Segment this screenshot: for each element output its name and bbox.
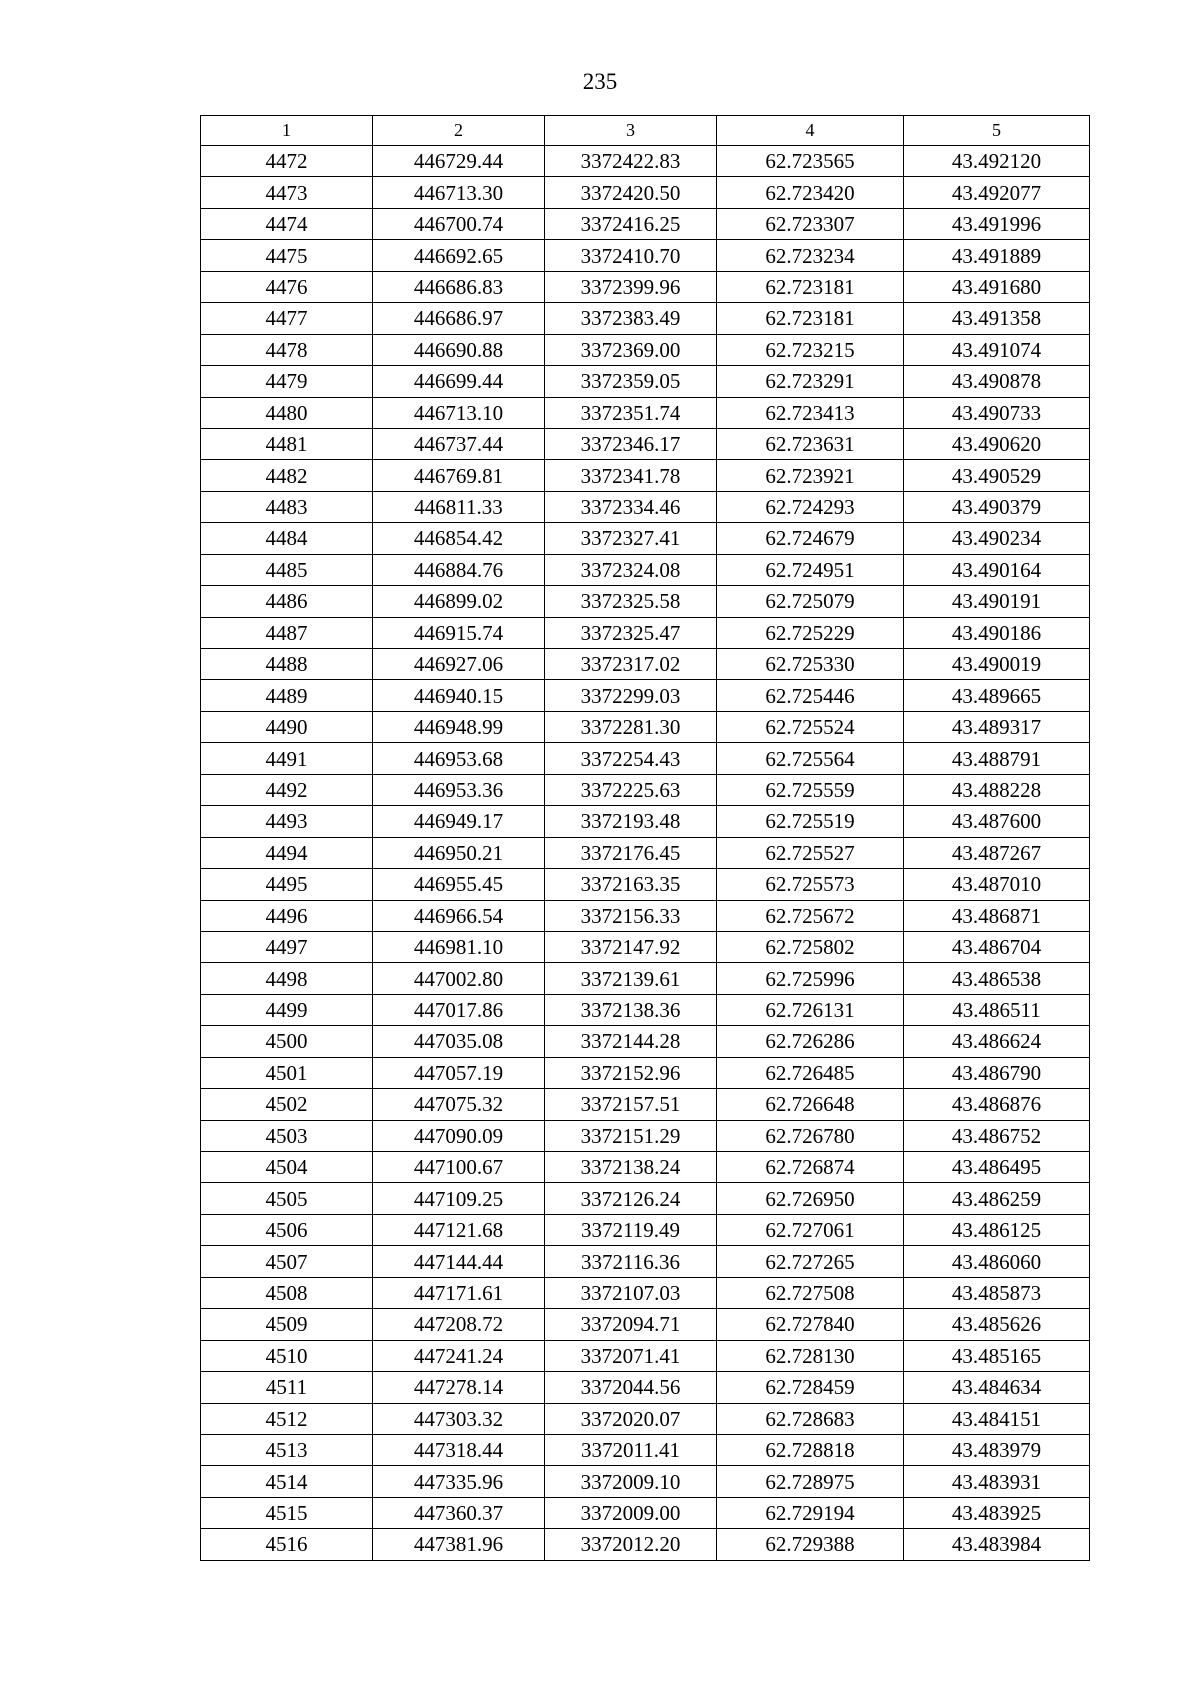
y-coordinate-cell: 3372020.07 [545, 1403, 717, 1434]
table-row [201, 711, 1090, 742]
x-coordinate-cell: 446769.81 [373, 460, 545, 491]
column-header: 1 [201, 116, 373, 146]
x-coordinate-cell: 446981.10 [373, 931, 545, 962]
table-row [201, 837, 1090, 868]
x-coordinate-cell: 447303.32 [373, 1403, 545, 1434]
longitude-cell: 62.725573 [717, 869, 904, 900]
longitude-cell: 62.723181 [717, 271, 904, 302]
point-number-cell: 4483 [201, 491, 373, 522]
y-coordinate-cell: 3372147.92 [545, 931, 717, 962]
latitude-cell: 43.490379 [904, 491, 1090, 522]
latitude-cell: 43.486871 [904, 900, 1090, 931]
x-coordinate-cell: 447335.96 [373, 1466, 545, 1497]
y-coordinate-cell: 3372281.30 [545, 711, 717, 742]
table-row [201, 208, 1090, 239]
point-number-cell: 4474 [201, 208, 373, 239]
x-coordinate-cell: 447090.09 [373, 1120, 545, 1151]
y-coordinate-cell: 3372152.96 [545, 1057, 717, 1088]
column-header: 5 [904, 116, 1090, 146]
latitude-cell: 43.487267 [904, 837, 1090, 868]
point-number-cell: 4473 [201, 177, 373, 208]
point-number-cell: 4514 [201, 1466, 373, 1497]
longitude-cell: 62.726950 [717, 1183, 904, 1214]
point-number-cell: 4490 [201, 711, 373, 742]
longitude-cell: 62.723565 [717, 146, 904, 177]
latitude-cell: 43.487600 [904, 806, 1090, 837]
longitude-cell: 62.725079 [717, 586, 904, 617]
longitude-cell: 62.726485 [717, 1057, 904, 1088]
point-number-cell: 4479 [201, 366, 373, 397]
column-header: 4 [717, 116, 904, 146]
latitude-cell: 43.490191 [904, 586, 1090, 617]
longitude-cell: 62.725524 [717, 711, 904, 742]
point-number-cell: 4507 [201, 1246, 373, 1277]
point-number-cell: 4505 [201, 1183, 373, 1214]
y-coordinate-cell: 3372254.43 [545, 743, 717, 774]
latitude-cell: 43.486259 [904, 1183, 1090, 1214]
longitude-cell: 62.726648 [717, 1089, 904, 1120]
y-coordinate-cell: 3372317.02 [545, 649, 717, 680]
x-coordinate-cell: 447002.80 [373, 963, 545, 994]
latitude-cell: 43.486495 [904, 1152, 1090, 1183]
x-coordinate-cell: 446953.36 [373, 774, 545, 805]
point-number-cell: 4482 [201, 460, 373, 491]
y-coordinate-cell: 3372327.41 [545, 523, 717, 554]
point-number-cell: 4513 [201, 1434, 373, 1465]
x-coordinate-cell: 446854.42 [373, 523, 545, 554]
y-coordinate-cell: 3372325.58 [545, 586, 717, 617]
x-coordinate-cell: 446713.30 [373, 177, 545, 208]
y-coordinate-cell: 3372009.10 [545, 1466, 717, 1497]
latitude-cell: 43.490164 [904, 554, 1090, 585]
y-coordinate-cell: 3372359.05 [545, 366, 717, 397]
y-coordinate-cell: 3372011.41 [545, 1434, 717, 1465]
table-row [201, 649, 1090, 680]
latitude-cell: 43.483925 [904, 1497, 1090, 1528]
point-number-cell: 4515 [201, 1497, 373, 1528]
latitude-cell: 43.486704 [904, 931, 1090, 962]
latitude-cell: 43.486790 [904, 1057, 1090, 1088]
table-row [201, 1246, 1090, 1277]
latitude-cell: 43.490620 [904, 428, 1090, 459]
y-coordinate-cell: 3372071.41 [545, 1340, 717, 1371]
table-row [201, 1057, 1090, 1088]
longitude-cell: 62.728683 [717, 1403, 904, 1434]
y-coordinate-cell: 3372044.56 [545, 1372, 717, 1403]
longitude-cell: 62.723631 [717, 428, 904, 459]
longitude-cell: 62.728975 [717, 1466, 904, 1497]
latitude-cell: 43.485873 [904, 1277, 1090, 1308]
table-row [201, 869, 1090, 900]
latitude-cell: 43.490529 [904, 460, 1090, 491]
x-coordinate-cell: 446948.99 [373, 711, 545, 742]
latitude-cell: 43.483979 [904, 1434, 1090, 1465]
point-number-cell: 4487 [201, 617, 373, 648]
table-row [201, 617, 1090, 648]
x-coordinate-cell: 447171.61 [373, 1277, 545, 1308]
longitude-cell: 62.723921 [717, 460, 904, 491]
longitude-cell: 62.723181 [717, 303, 904, 334]
table-row [201, 460, 1090, 491]
point-number-cell: 4494 [201, 837, 373, 868]
longitude-cell: 62.725519 [717, 806, 904, 837]
y-coordinate-cell: 3372163.35 [545, 869, 717, 900]
x-coordinate-cell: 446713.10 [373, 397, 545, 428]
longitude-cell: 62.725672 [717, 900, 904, 931]
longitude-cell: 62.723420 [717, 177, 904, 208]
latitude-cell: 43.486060 [904, 1246, 1090, 1277]
x-coordinate-cell: 446686.83 [373, 271, 545, 302]
point-number-cell: 4484 [201, 523, 373, 554]
longitude-cell: 62.725229 [717, 617, 904, 648]
y-coordinate-cell: 3372012.20 [545, 1529, 717, 1560]
latitude-cell: 43.490234 [904, 523, 1090, 554]
table-row [201, 994, 1090, 1025]
longitude-cell: 62.723413 [717, 397, 904, 428]
x-coordinate-cell: 446699.44 [373, 366, 545, 397]
y-coordinate-cell: 3372341.78 [545, 460, 717, 491]
point-number-cell: 4499 [201, 994, 373, 1025]
point-number-cell: 4501 [201, 1057, 373, 1088]
table-row [201, 428, 1090, 459]
latitude-cell: 43.491996 [904, 208, 1090, 239]
longitude-cell: 62.724679 [717, 523, 904, 554]
x-coordinate-cell: 447144.44 [373, 1246, 545, 1277]
x-coordinate-cell: 446915.74 [373, 617, 545, 648]
latitude-cell: 43.483931 [904, 1466, 1090, 1497]
longitude-cell: 62.726780 [717, 1120, 904, 1151]
y-coordinate-cell: 3372420.50 [545, 177, 717, 208]
latitude-cell: 43.491889 [904, 240, 1090, 271]
longitude-cell: 62.725446 [717, 680, 904, 711]
latitude-cell: 43.485626 [904, 1309, 1090, 1340]
x-coordinate-cell: 446811.33 [373, 491, 545, 522]
point-number-cell: 4509 [201, 1309, 373, 1340]
y-coordinate-cell: 3372116.36 [545, 1246, 717, 1277]
table-row [201, 146, 1090, 177]
table-row [201, 523, 1090, 554]
x-coordinate-cell: 446899.02 [373, 586, 545, 617]
table-row [201, 931, 1090, 962]
table-row [201, 303, 1090, 334]
y-coordinate-cell: 3372225.63 [545, 774, 717, 805]
x-coordinate-cell: 446966.54 [373, 900, 545, 931]
longitude-cell: 62.727265 [717, 1246, 904, 1277]
y-coordinate-cell: 3372151.29 [545, 1120, 717, 1151]
latitude-cell: 43.486511 [904, 994, 1090, 1025]
x-coordinate-cell: 447208.72 [373, 1309, 545, 1340]
table-row [201, 1372, 1090, 1403]
y-coordinate-cell: 3372324.08 [545, 554, 717, 585]
table-row [201, 1403, 1090, 1434]
point-number-cell: 4489 [201, 680, 373, 711]
point-number-cell: 4510 [201, 1340, 373, 1371]
x-coordinate-cell: 446949.17 [373, 806, 545, 837]
y-coordinate-cell: 3372138.24 [545, 1152, 717, 1183]
y-coordinate-cell: 3372094.71 [545, 1309, 717, 1340]
longitude-cell: 62.724293 [717, 491, 904, 522]
point-number-cell: 4511 [201, 1372, 373, 1403]
point-number-cell: 4504 [201, 1152, 373, 1183]
latitude-cell: 43.488791 [904, 743, 1090, 774]
table-row [201, 1340, 1090, 1371]
latitude-cell: 43.492077 [904, 177, 1090, 208]
x-coordinate-cell: 446940.15 [373, 680, 545, 711]
table-row [201, 1089, 1090, 1120]
longitude-cell: 62.725802 [717, 931, 904, 962]
x-coordinate-cell: 446955.45 [373, 869, 545, 900]
latitude-cell: 43.484151 [904, 1403, 1090, 1434]
x-coordinate-cell: 447360.37 [373, 1497, 545, 1528]
point-number-cell: 4486 [201, 586, 373, 617]
longitude-cell: 62.724951 [717, 554, 904, 585]
x-coordinate-cell: 447075.32 [373, 1089, 545, 1120]
latitude-cell: 43.484634 [904, 1372, 1090, 1403]
table-row [201, 1152, 1090, 1183]
table-row [201, 334, 1090, 365]
longitude-cell: 62.729194 [717, 1497, 904, 1528]
table-row [201, 774, 1090, 805]
table-row [201, 680, 1090, 711]
point-number-cell: 4503 [201, 1120, 373, 1151]
table-row [201, 1214, 1090, 1245]
latitude-cell: 43.486125 [904, 1214, 1090, 1245]
y-coordinate-cell: 3372299.03 [545, 680, 717, 711]
point-number-cell: 4516 [201, 1529, 373, 1560]
point-number-cell: 4493 [201, 806, 373, 837]
page-number: 235 [582, 69, 618, 94]
longitude-cell: 62.725330 [717, 649, 904, 680]
x-coordinate-cell: 447100.67 [373, 1152, 545, 1183]
x-coordinate-cell: 447121.68 [373, 1214, 545, 1245]
x-coordinate-cell: 446692.65 [373, 240, 545, 271]
y-coordinate-cell: 3372410.70 [545, 240, 717, 271]
latitude-cell: 43.488228 [904, 774, 1090, 805]
y-coordinate-cell: 3372176.45 [545, 837, 717, 868]
point-number-cell: 4481 [201, 428, 373, 459]
longitude-cell: 62.728818 [717, 1434, 904, 1465]
longitude-cell: 62.726131 [717, 994, 904, 1025]
longitude-cell: 62.725527 [717, 837, 904, 868]
latitude-cell: 43.490019 [904, 649, 1090, 680]
coordinates-table [200, 115, 1090, 1561]
table-row [201, 397, 1090, 428]
point-number-cell: 4495 [201, 869, 373, 900]
y-coordinate-cell: 3372416.25 [545, 208, 717, 239]
longitude-cell: 62.725559 [717, 774, 904, 805]
column-header: 2 [373, 116, 545, 146]
y-coordinate-cell: 3372009.00 [545, 1497, 717, 1528]
table-row [201, 586, 1090, 617]
header-row [201, 116, 1090, 146]
y-coordinate-cell: 3372334.46 [545, 491, 717, 522]
point-number-cell: 4502 [201, 1089, 373, 1120]
table-row [201, 1277, 1090, 1308]
y-coordinate-cell: 3372325.47 [545, 617, 717, 648]
point-number-cell: 4496 [201, 900, 373, 931]
table-row [201, 806, 1090, 837]
latitude-cell: 43.491358 [904, 303, 1090, 334]
table-row [201, 1183, 1090, 1214]
longitude-cell: 62.723291 [717, 366, 904, 397]
latitude-cell: 43.485165 [904, 1340, 1090, 1371]
y-coordinate-cell: 3372157.51 [545, 1089, 717, 1120]
table-row [201, 1434, 1090, 1465]
longitude-cell: 62.727508 [717, 1277, 904, 1308]
latitude-cell: 43.490186 [904, 617, 1090, 648]
point-number-cell: 4476 [201, 271, 373, 302]
latitude-cell: 43.486752 [904, 1120, 1090, 1151]
y-coordinate-cell: 3372193.48 [545, 806, 717, 837]
x-coordinate-cell: 447109.25 [373, 1183, 545, 1214]
x-coordinate-cell: 446884.76 [373, 554, 545, 585]
longitude-cell: 62.727061 [717, 1214, 904, 1245]
x-coordinate-cell: 446737.44 [373, 428, 545, 459]
table-row [201, 1309, 1090, 1340]
x-coordinate-cell: 446950.21 [373, 837, 545, 868]
x-coordinate-cell: 447381.96 [373, 1529, 545, 1560]
latitude-cell: 43.483984 [904, 1529, 1090, 1560]
table-row [201, 554, 1090, 585]
point-number-cell: 4485 [201, 554, 373, 585]
longitude-cell: 62.728459 [717, 1372, 904, 1403]
longitude-cell: 62.729388 [717, 1529, 904, 1560]
x-coordinate-cell: 447241.24 [373, 1340, 545, 1371]
y-coordinate-cell: 3372422.83 [545, 146, 717, 177]
point-number-cell: 4472 [201, 146, 373, 177]
y-coordinate-cell: 3372126.24 [545, 1183, 717, 1214]
longitude-cell: 62.728130 [717, 1340, 904, 1371]
longitude-cell: 62.725996 [717, 963, 904, 994]
x-coordinate-cell: 446927.06 [373, 649, 545, 680]
x-coordinate-cell: 447318.44 [373, 1434, 545, 1465]
table-row [201, 1497, 1090, 1528]
y-coordinate-cell: 3372138.36 [545, 994, 717, 1025]
y-coordinate-cell: 3372107.03 [545, 1277, 717, 1308]
y-coordinate-cell: 3372119.49 [545, 1214, 717, 1245]
longitude-cell: 62.726286 [717, 1026, 904, 1057]
table-row [201, 1466, 1090, 1497]
latitude-cell: 43.486876 [904, 1089, 1090, 1120]
latitude-cell: 43.491680 [904, 271, 1090, 302]
latitude-cell: 43.492120 [904, 146, 1090, 177]
table-row [201, 743, 1090, 774]
y-coordinate-cell: 3372399.96 [545, 271, 717, 302]
longitude-cell: 62.726874 [717, 1152, 904, 1183]
table-row [201, 177, 1090, 208]
point-number-cell: 4500 [201, 1026, 373, 1057]
x-coordinate-cell: 446686.97 [373, 303, 545, 334]
longitude-cell: 62.723234 [717, 240, 904, 271]
point-number-cell: 4475 [201, 240, 373, 271]
y-coordinate-cell: 3372369.00 [545, 334, 717, 365]
point-number-cell: 4498 [201, 963, 373, 994]
longitude-cell: 62.725564 [717, 743, 904, 774]
point-number-cell: 4512 [201, 1403, 373, 1434]
point-number-cell: 4491 [201, 743, 373, 774]
latitude-cell: 43.486624 [904, 1026, 1090, 1057]
point-number-cell: 4492 [201, 774, 373, 805]
latitude-cell: 43.491074 [904, 334, 1090, 365]
y-coordinate-cell: 3372139.61 [545, 963, 717, 994]
table-row [201, 366, 1090, 397]
x-coordinate-cell: 447017.86 [373, 994, 545, 1025]
x-coordinate-cell: 446953.68 [373, 743, 545, 774]
point-number-cell: 4478 [201, 334, 373, 365]
y-coordinate-cell: 3372351.74 [545, 397, 717, 428]
point-number-cell: 4480 [201, 397, 373, 428]
latitude-cell: 43.489665 [904, 680, 1090, 711]
x-coordinate-cell: 446700.74 [373, 208, 545, 239]
x-coordinate-cell: 447057.19 [373, 1057, 545, 1088]
longitude-cell: 62.723215 [717, 334, 904, 365]
point-number-cell: 4477 [201, 303, 373, 334]
table-row [201, 1120, 1090, 1151]
column-header: 3 [545, 116, 717, 146]
table-row [201, 1529, 1090, 1560]
latitude-cell: 43.490733 [904, 397, 1090, 428]
point-number-cell: 4506 [201, 1214, 373, 1245]
latitude-cell: 43.486538 [904, 963, 1090, 994]
table-row [201, 1026, 1090, 1057]
x-coordinate-cell: 446729.44 [373, 146, 545, 177]
x-coordinate-cell: 446690.88 [373, 334, 545, 365]
point-number-cell: 4497 [201, 931, 373, 962]
point-number-cell: 4488 [201, 649, 373, 680]
latitude-cell: 43.487010 [904, 869, 1090, 900]
table-body [201, 146, 1090, 1561]
table-row [201, 491, 1090, 522]
latitude-cell: 43.489317 [904, 711, 1090, 742]
table-row [201, 240, 1090, 271]
table-row [201, 271, 1090, 302]
x-coordinate-cell: 447035.08 [373, 1026, 545, 1057]
table-row [201, 963, 1090, 994]
table-header [201, 116, 1090, 146]
y-coordinate-cell: 3372144.28 [545, 1026, 717, 1057]
y-coordinate-cell: 3372346.17 [545, 428, 717, 459]
longitude-cell: 62.727840 [717, 1309, 904, 1340]
point-number-cell: 4508 [201, 1277, 373, 1308]
y-coordinate-cell: 3372156.33 [545, 900, 717, 931]
x-coordinate-cell: 447278.14 [373, 1372, 545, 1403]
latitude-cell: 43.490878 [904, 366, 1090, 397]
table-row [201, 900, 1090, 931]
longitude-cell: 62.723307 [717, 208, 904, 239]
y-coordinate-cell: 3372383.49 [545, 303, 717, 334]
